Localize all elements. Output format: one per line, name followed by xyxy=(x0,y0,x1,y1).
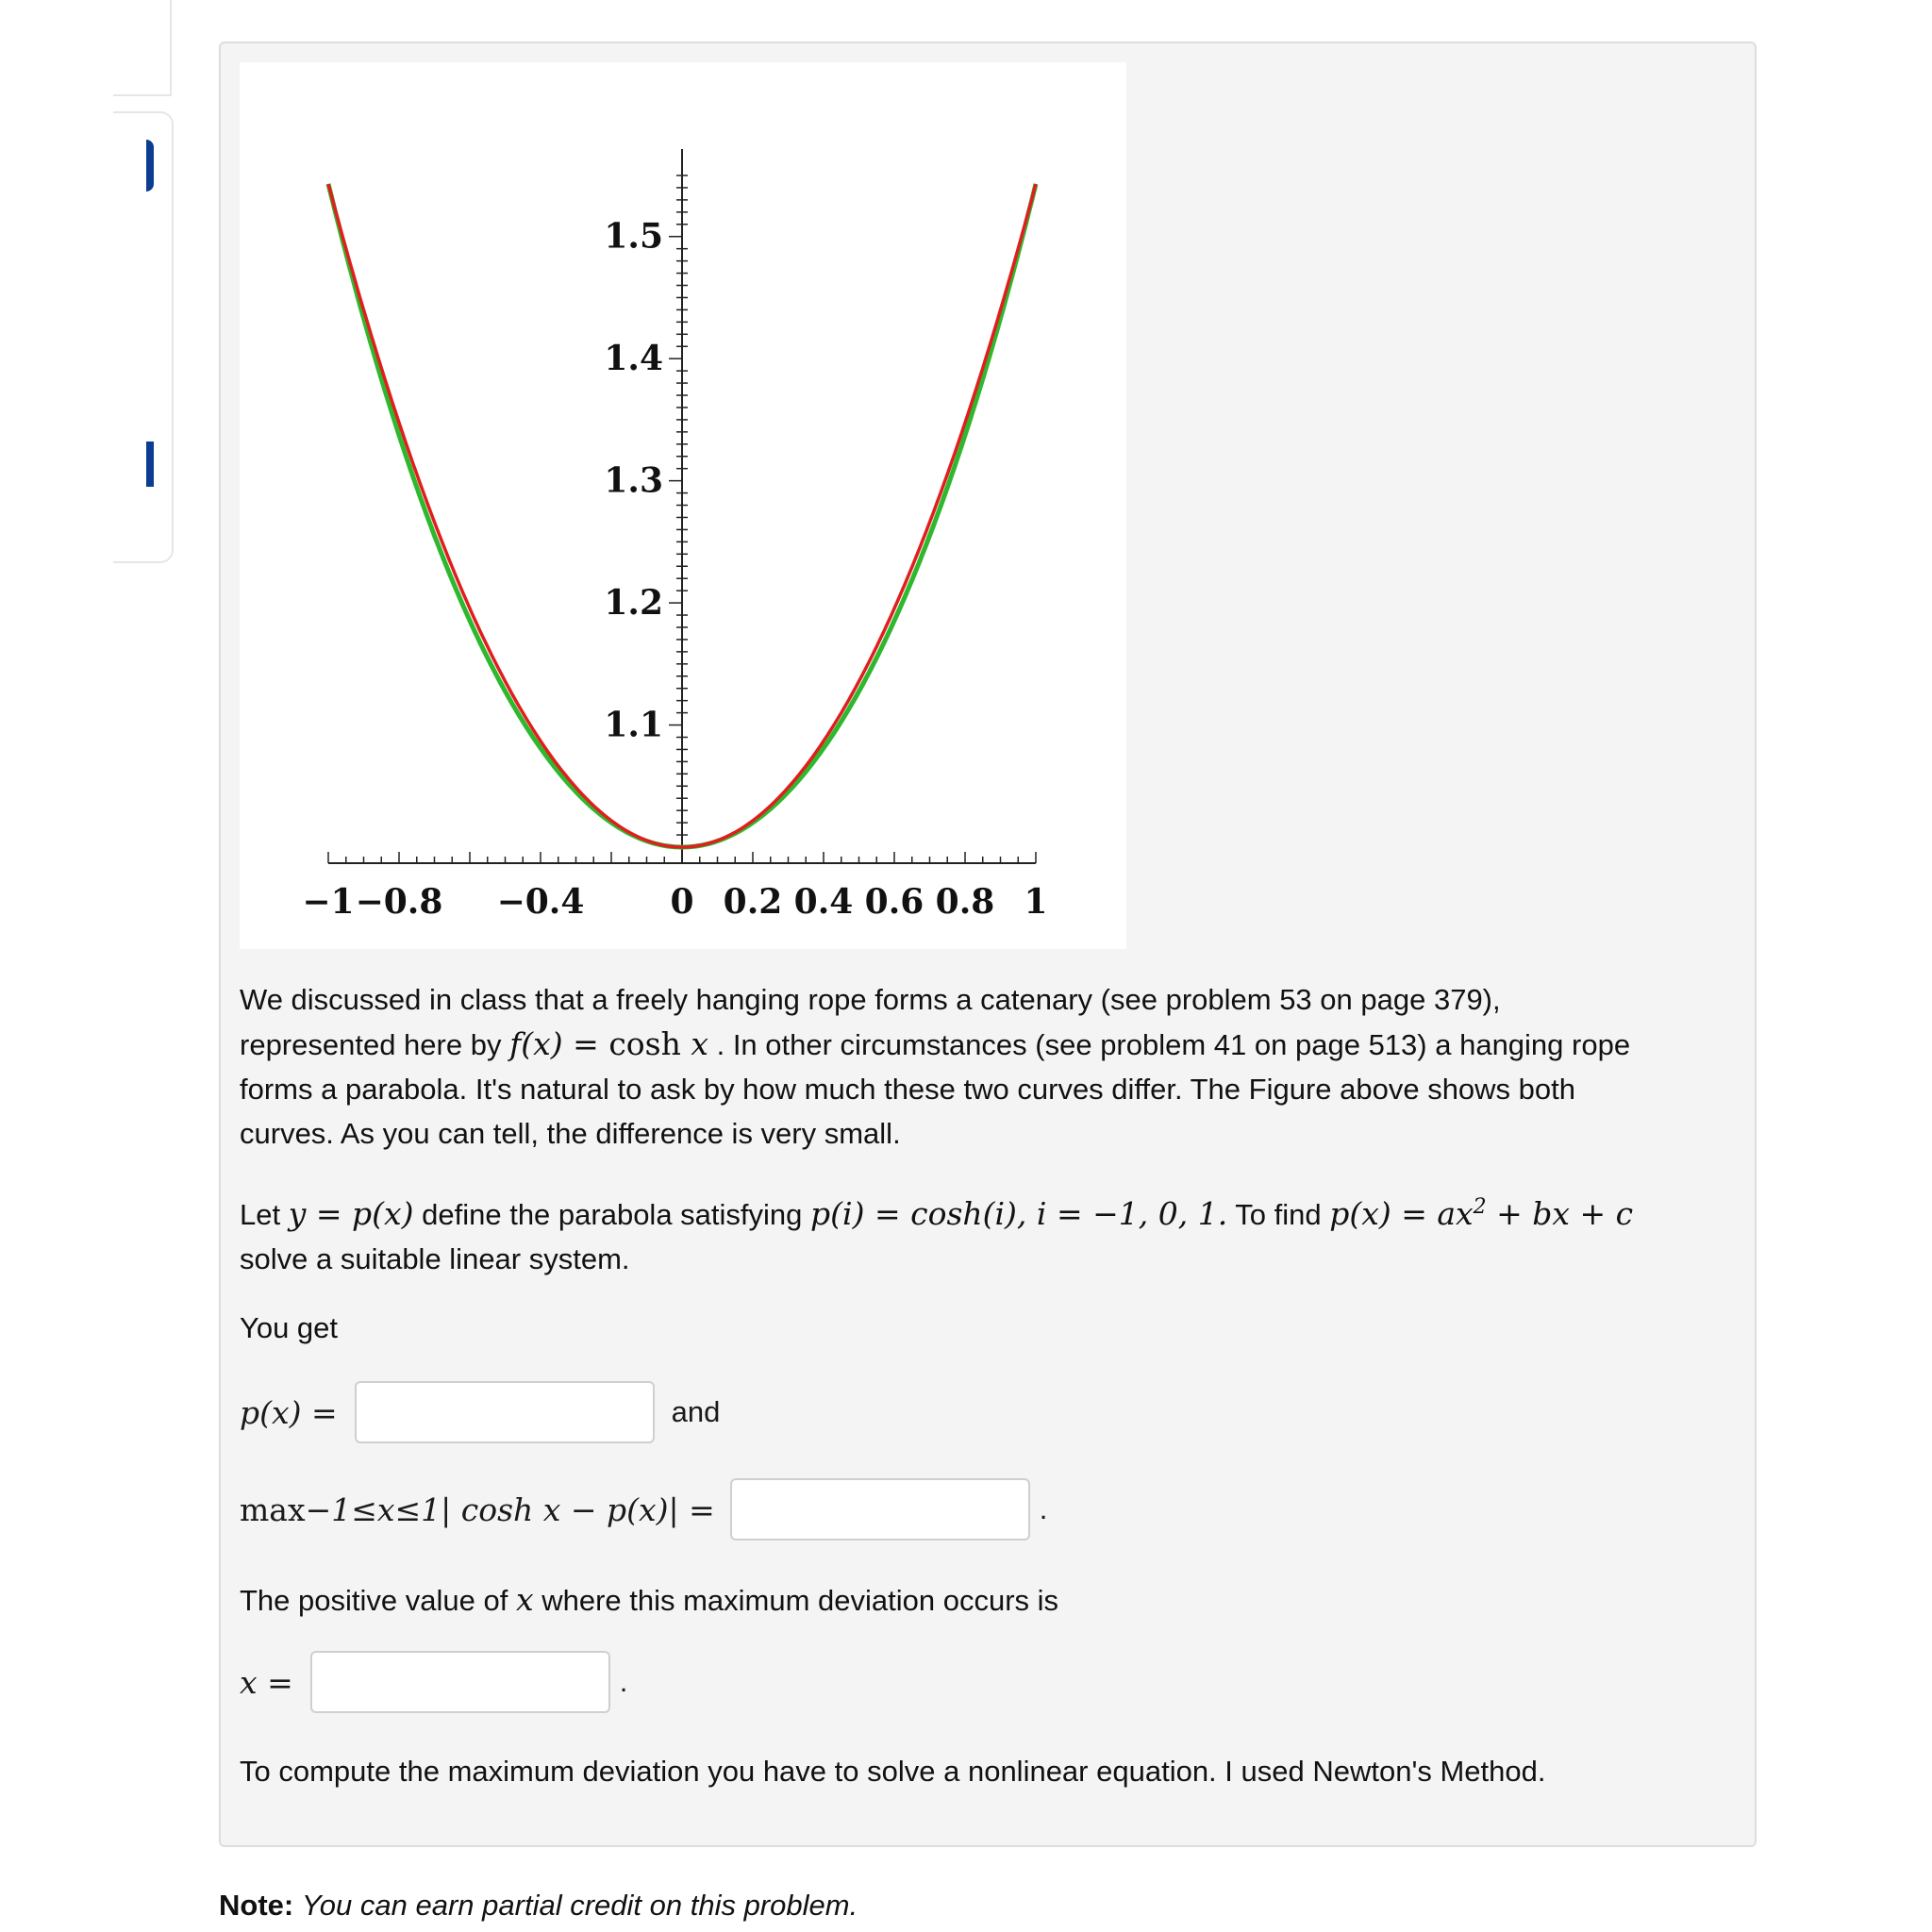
math-x: x xyxy=(680,1025,708,1062)
task-tofind: To find xyxy=(1235,1198,1322,1231)
intro-line-1: We discussed in class that a freely hanging rope forms a catenary (see problem 53 on page 379), xyxy=(240,983,1501,1016)
x-label: x = xyxy=(240,1663,293,1701)
math-parabola xyxy=(1329,1195,1633,1232)
side-panel xyxy=(113,111,174,563)
intro-line-3: forms a parabola. It's natural to ask by how much these two curves differ. The Figure above shows both xyxy=(240,1073,1576,1106)
x-tick-label: 1 xyxy=(1024,882,1048,922)
paragraph-intro xyxy=(240,977,1740,1156)
intro-text-2: . In other circumstances (see problem 41 on page 513) a hanging rope xyxy=(716,1028,1631,1061)
y-tick-label: 1.4 xyxy=(604,339,663,379)
x-tick-label: 0.4 xyxy=(793,882,854,922)
paragraph-task xyxy=(240,1185,1740,1281)
positive-text-a: The positive value of xyxy=(240,1584,508,1617)
chart-svg xyxy=(240,62,1126,949)
max-deviation-input[interactable] xyxy=(730,1478,1030,1541)
y-tick-label: 1.1 xyxy=(604,705,663,745)
task-line-2: solve a suitable linear system. xyxy=(240,1242,630,1275)
and-text: and xyxy=(671,1395,721,1428)
chart xyxy=(240,62,1126,949)
answer-row-x xyxy=(240,1651,627,1713)
y-tick-label: 1.3 xyxy=(604,460,663,501)
answer-row-max xyxy=(240,1478,1047,1541)
x-tick-label: 0.8 xyxy=(935,882,995,922)
y-tick-label: 1.5 xyxy=(604,216,663,257)
intro-text: represented here by xyxy=(240,1028,502,1061)
final-text: To compute the maximum deviation you have to solve a nonlinear equation. I used Newton's Method. xyxy=(240,1755,1546,1788)
positive-text-b: where this maximum deviation occurs is xyxy=(541,1584,1059,1617)
x-input[interactable] xyxy=(310,1651,610,1713)
max-label: max xyxy=(240,1491,306,1528)
answer-row-px xyxy=(240,1381,720,1443)
math-parabola-rhs: + bx + c xyxy=(1486,1195,1634,1232)
side-panel-top xyxy=(113,0,172,96)
x-tick-label: 0 xyxy=(670,882,694,922)
note xyxy=(219,1889,858,1923)
period-1: . xyxy=(1039,1492,1048,1525)
note-label: Note: xyxy=(219,1889,294,1922)
y-tick-label: 1.2 xyxy=(604,583,663,624)
x-tick-label: −0.8 xyxy=(355,882,443,922)
math-cosh: cosh xyxy=(608,1025,681,1062)
math-y-eq: y = p(x) xyxy=(288,1195,414,1232)
note-text: You can earn partial credit on this problem. xyxy=(301,1889,858,1922)
side-nav-indicator-2[interactable] xyxy=(146,441,154,487)
task-define: define the parabola satisfying xyxy=(422,1198,803,1231)
x-tick-label: −0.4 xyxy=(496,882,585,922)
max-expr: | cosh x − p(x)| = xyxy=(441,1491,715,1528)
intro-line-2 xyxy=(240,1022,1740,1067)
math-f: f(x) xyxy=(509,1025,563,1062)
x-tick-label: 0.6 xyxy=(864,882,924,922)
task-line-1 xyxy=(240,1185,1740,1237)
positive-value-text xyxy=(240,1577,1740,1623)
math-exponent: 2 xyxy=(1473,1195,1487,1219)
math-condition: p(i) = cosh(i), i = −1, 0, 1. xyxy=(810,1195,1228,1232)
intro-line-4: curves. As you can tell, the difference is very small. xyxy=(240,1117,901,1150)
you-get-text: You get xyxy=(240,1311,339,1344)
math-parabola-lhs: p(x) = ax xyxy=(1329,1195,1474,1232)
period-2: . xyxy=(619,1665,628,1698)
positive-text-x: x xyxy=(515,1581,534,1618)
math-eq: = xyxy=(562,1025,609,1062)
task-let: Let xyxy=(240,1198,281,1231)
side-nav-indicator[interactable] xyxy=(146,140,154,192)
x-tick-label: −1 xyxy=(302,882,355,922)
px-input[interactable] xyxy=(355,1381,655,1443)
max-sub: −1≤x≤1 xyxy=(305,1491,441,1528)
px-label: p(x) = xyxy=(240,1393,338,1431)
x-tick-label: 0.2 xyxy=(723,882,783,922)
